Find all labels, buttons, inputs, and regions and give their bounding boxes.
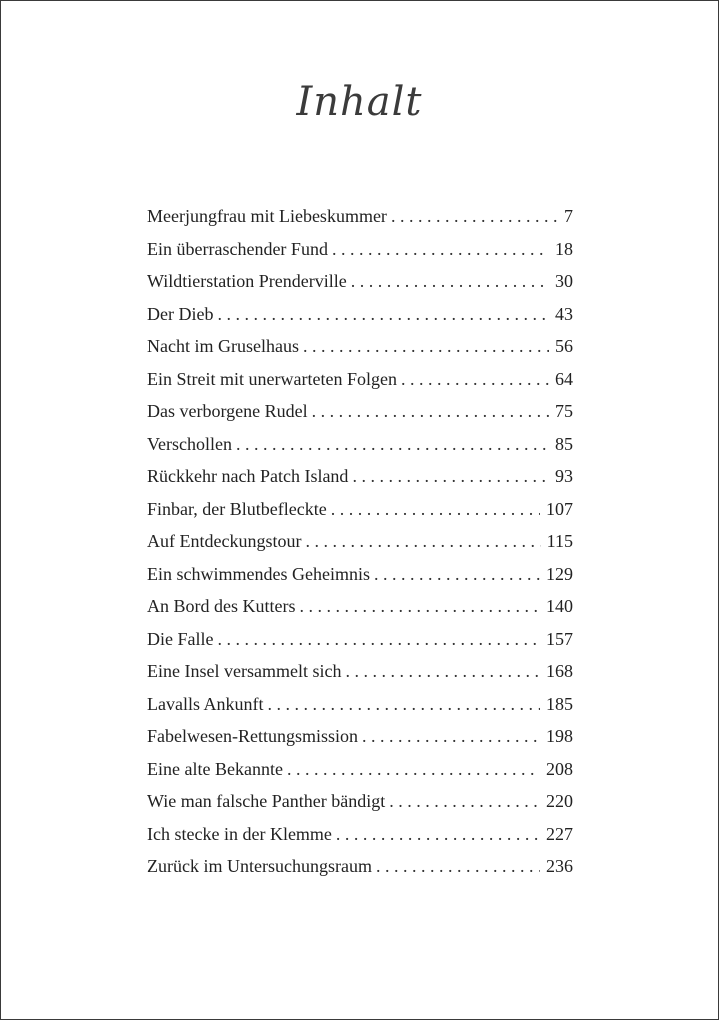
dot-leader (389, 785, 540, 818)
toc-entry-page-number: 30 (555, 271, 573, 291)
dot-leader (236, 428, 549, 461)
toc-entry (147, 688, 573, 721)
toc-entry-title: Ich stecke in der Klemme (147, 823, 332, 844)
toc-entry-title: Die Falle (147, 628, 214, 649)
dot-leader (376, 850, 540, 883)
dot-leader (299, 590, 540, 623)
toc-entry-page-number: 168 (546, 661, 573, 681)
toc-entry-page-number: 157 (546, 628, 573, 649)
toc-entry-page-number: 236 (546, 856, 573, 876)
toc-entry-title: Fabelwesen-Rettungsmission (147, 726, 358, 746)
toc-entry (147, 298, 573, 331)
page-title: Inhalt (296, 79, 423, 125)
toc-entry-title: Lavalls Ankunft (147, 693, 264, 714)
dot-leader (362, 720, 540, 753)
toc-entry-page-number: 75 (555, 401, 573, 421)
toc-entry-page-number: 85 (555, 433, 573, 454)
toc-entry-title: Ein überraschender Fund (147, 238, 328, 259)
toc-entry (147, 428, 573, 461)
dot-leader (267, 688, 540, 721)
toc-entry-page-number: 227 (546, 823, 573, 844)
toc-entry-title: Das verborgene Rudel (147, 401, 308, 421)
toc-entry (147, 720, 573, 753)
dot-leader (287, 753, 540, 786)
table-of-contents (147, 200, 573, 883)
toc-entry-title: Der Dieb (147, 303, 214, 324)
toc-entry-title: Ein schwimmendes Geheimnis (147, 563, 370, 584)
dot-leader (345, 655, 540, 688)
dot-leader (305, 525, 540, 558)
toc-entry-title: Rückkehr nach Patch Island (147, 466, 349, 486)
dot-leader (374, 558, 540, 591)
toc-entry-title: An Bord des Kutters (147, 596, 296, 616)
toc-entry-title: Finbar, der Blutbefleckte (147, 498, 327, 519)
toc-entry (147, 525, 573, 558)
toc-entry-page-number: 7 (564, 206, 573, 226)
toc-entry (147, 850, 573, 883)
dot-leader (217, 623, 540, 656)
toc-entry (147, 363, 573, 396)
dot-leader (352, 460, 549, 493)
toc-entry-page-number: 208 (546, 758, 573, 779)
toc-entry-page-number: 220 (546, 791, 573, 811)
dot-leader (217, 298, 549, 331)
toc-entry-title: Wie man falsche Panther bändigt (147, 791, 386, 811)
toc-entry (147, 818, 573, 851)
toc-entry-page-number: 198 (546, 726, 573, 746)
toc-entry (147, 493, 573, 526)
toc-entry-title: Eine Insel versammelt sich (147, 661, 342, 681)
dot-leader (336, 818, 540, 851)
dot-leader (331, 493, 540, 526)
toc-entry-page-number: 18 (555, 238, 573, 259)
dot-leader (401, 363, 549, 396)
toc-entry-title: Eine alte Bekannte (147, 758, 283, 779)
toc-entry (147, 753, 573, 786)
toc-entry (147, 330, 573, 363)
toc-entry (147, 460, 573, 493)
toc-entry-page-number: 64 (555, 368, 573, 389)
toc-entry (147, 558, 573, 591)
dot-leader (312, 395, 549, 428)
toc-entry-title: Wildtierstation Prenderville (147, 271, 347, 291)
toc-entry (147, 623, 573, 656)
dot-leader (303, 330, 549, 363)
toc-entry (147, 265, 573, 298)
toc-entry-title: Auf Entdeckungstour (147, 531, 302, 551)
toc-entry-page-number: 140 (546, 596, 573, 616)
toc-entry-title: Verschollen (147, 433, 232, 454)
toc-entry-title: Nacht im Gruselhaus (147, 336, 299, 356)
toc-entry (147, 200, 573, 233)
toc-entry (147, 785, 573, 818)
toc-entry-page-number: 129 (546, 563, 573, 584)
toc-entry-title: Ein Streit mit unerwarteten Folgen (147, 368, 397, 389)
toc-entry (147, 233, 573, 266)
dot-leader (332, 233, 549, 266)
toc-entry-page-number: 43 (555, 303, 573, 324)
toc-entry-page-number: 56 (555, 336, 573, 356)
toc-entry-title: Meerjungfrau mit Liebeskummer (147, 206, 387, 226)
toc-entry-page-number: 115 (546, 531, 573, 551)
dot-leader (351, 265, 549, 298)
dot-leader (391, 200, 558, 233)
toc-entry (147, 590, 573, 623)
toc-entry (147, 655, 573, 688)
toc-entry-page-number: 185 (546, 693, 573, 714)
toc-entry-page-number: 93 (555, 466, 573, 486)
toc-entry-title: Zurück im Untersuchungsraum (147, 856, 372, 876)
toc-entry-page-number: 107 (546, 498, 573, 519)
toc-entry (147, 395, 573, 428)
